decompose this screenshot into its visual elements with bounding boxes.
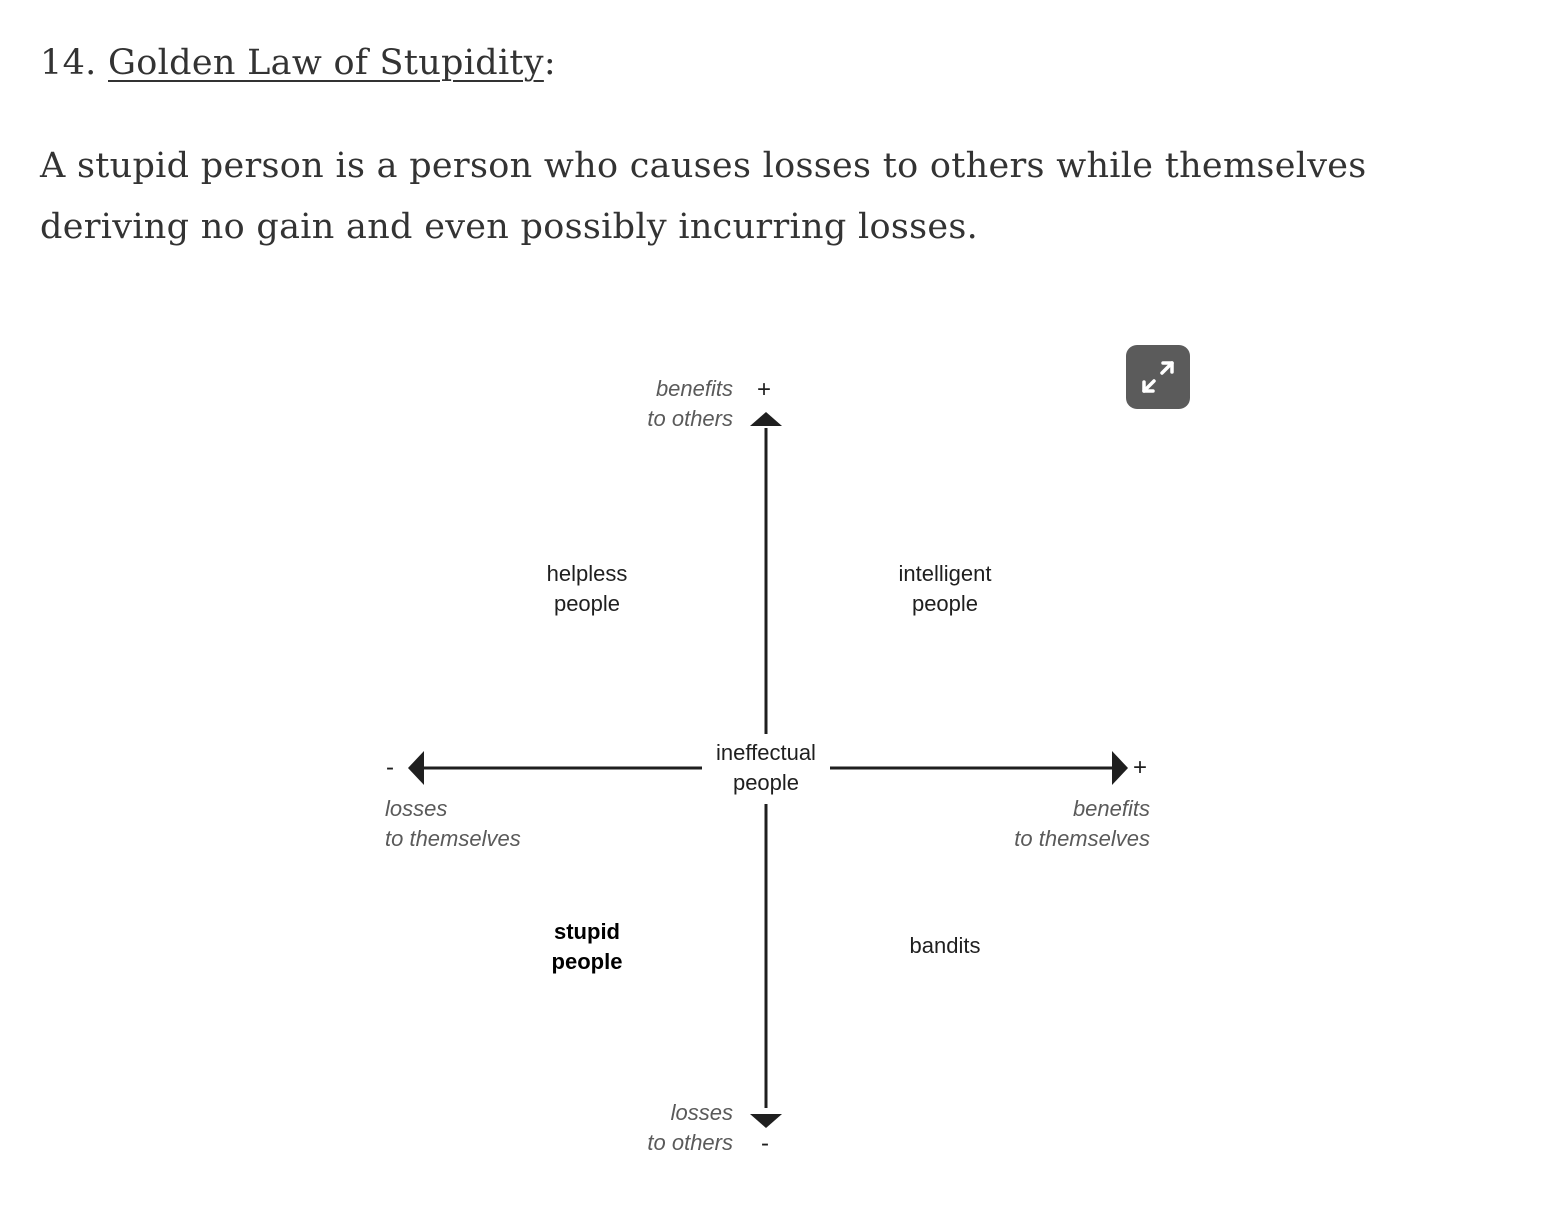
law-definition: A stupid person is a person who causes losses to others while themselves deriving no gain and even possibly incurring losses. (40, 146, 1367, 247)
axis-sign-left: - (386, 754, 394, 781)
arrowhead-left (408, 751, 424, 785)
axis-label-left: losses to themselves (385, 796, 521, 851)
law-number: 14. (40, 43, 97, 83)
law-colon: : (543, 43, 556, 83)
quadrant-intelligent-people: intelligent people (898, 561, 992, 616)
stupidity-quadrant-diagram (360, 338, 1200, 1178)
quadrant-stupid-people: stupid people (551, 919, 623, 974)
arrowhead-down (750, 1114, 782, 1128)
quadrant-helpless-people: helpless people (546, 561, 628, 616)
expand-image-button[interactable] (1126, 345, 1190, 409)
law-heading (40, 40, 556, 86)
axis-label-right: benefits to themselves (1014, 796, 1150, 851)
expand-icon (1126, 345, 1190, 409)
axis-sign-top: + (757, 376, 772, 403)
axis-sign-bottom: - (761, 1130, 769, 1157)
center-ineffectual-people: ineffectual people (716, 740, 816, 795)
axis-label-top: benefits to others (647, 376, 733, 431)
axis-sign-right: + (1133, 754, 1148, 781)
arrowhead-right (1112, 751, 1128, 785)
law-title-link[interactable]: Golden Law of Stupidity (108, 43, 544, 83)
axis-label-bottom: losses to others (647, 1100, 733, 1155)
arrowhead-up (750, 412, 782, 426)
quadrant-bandits: bandits (909, 933, 981, 958)
